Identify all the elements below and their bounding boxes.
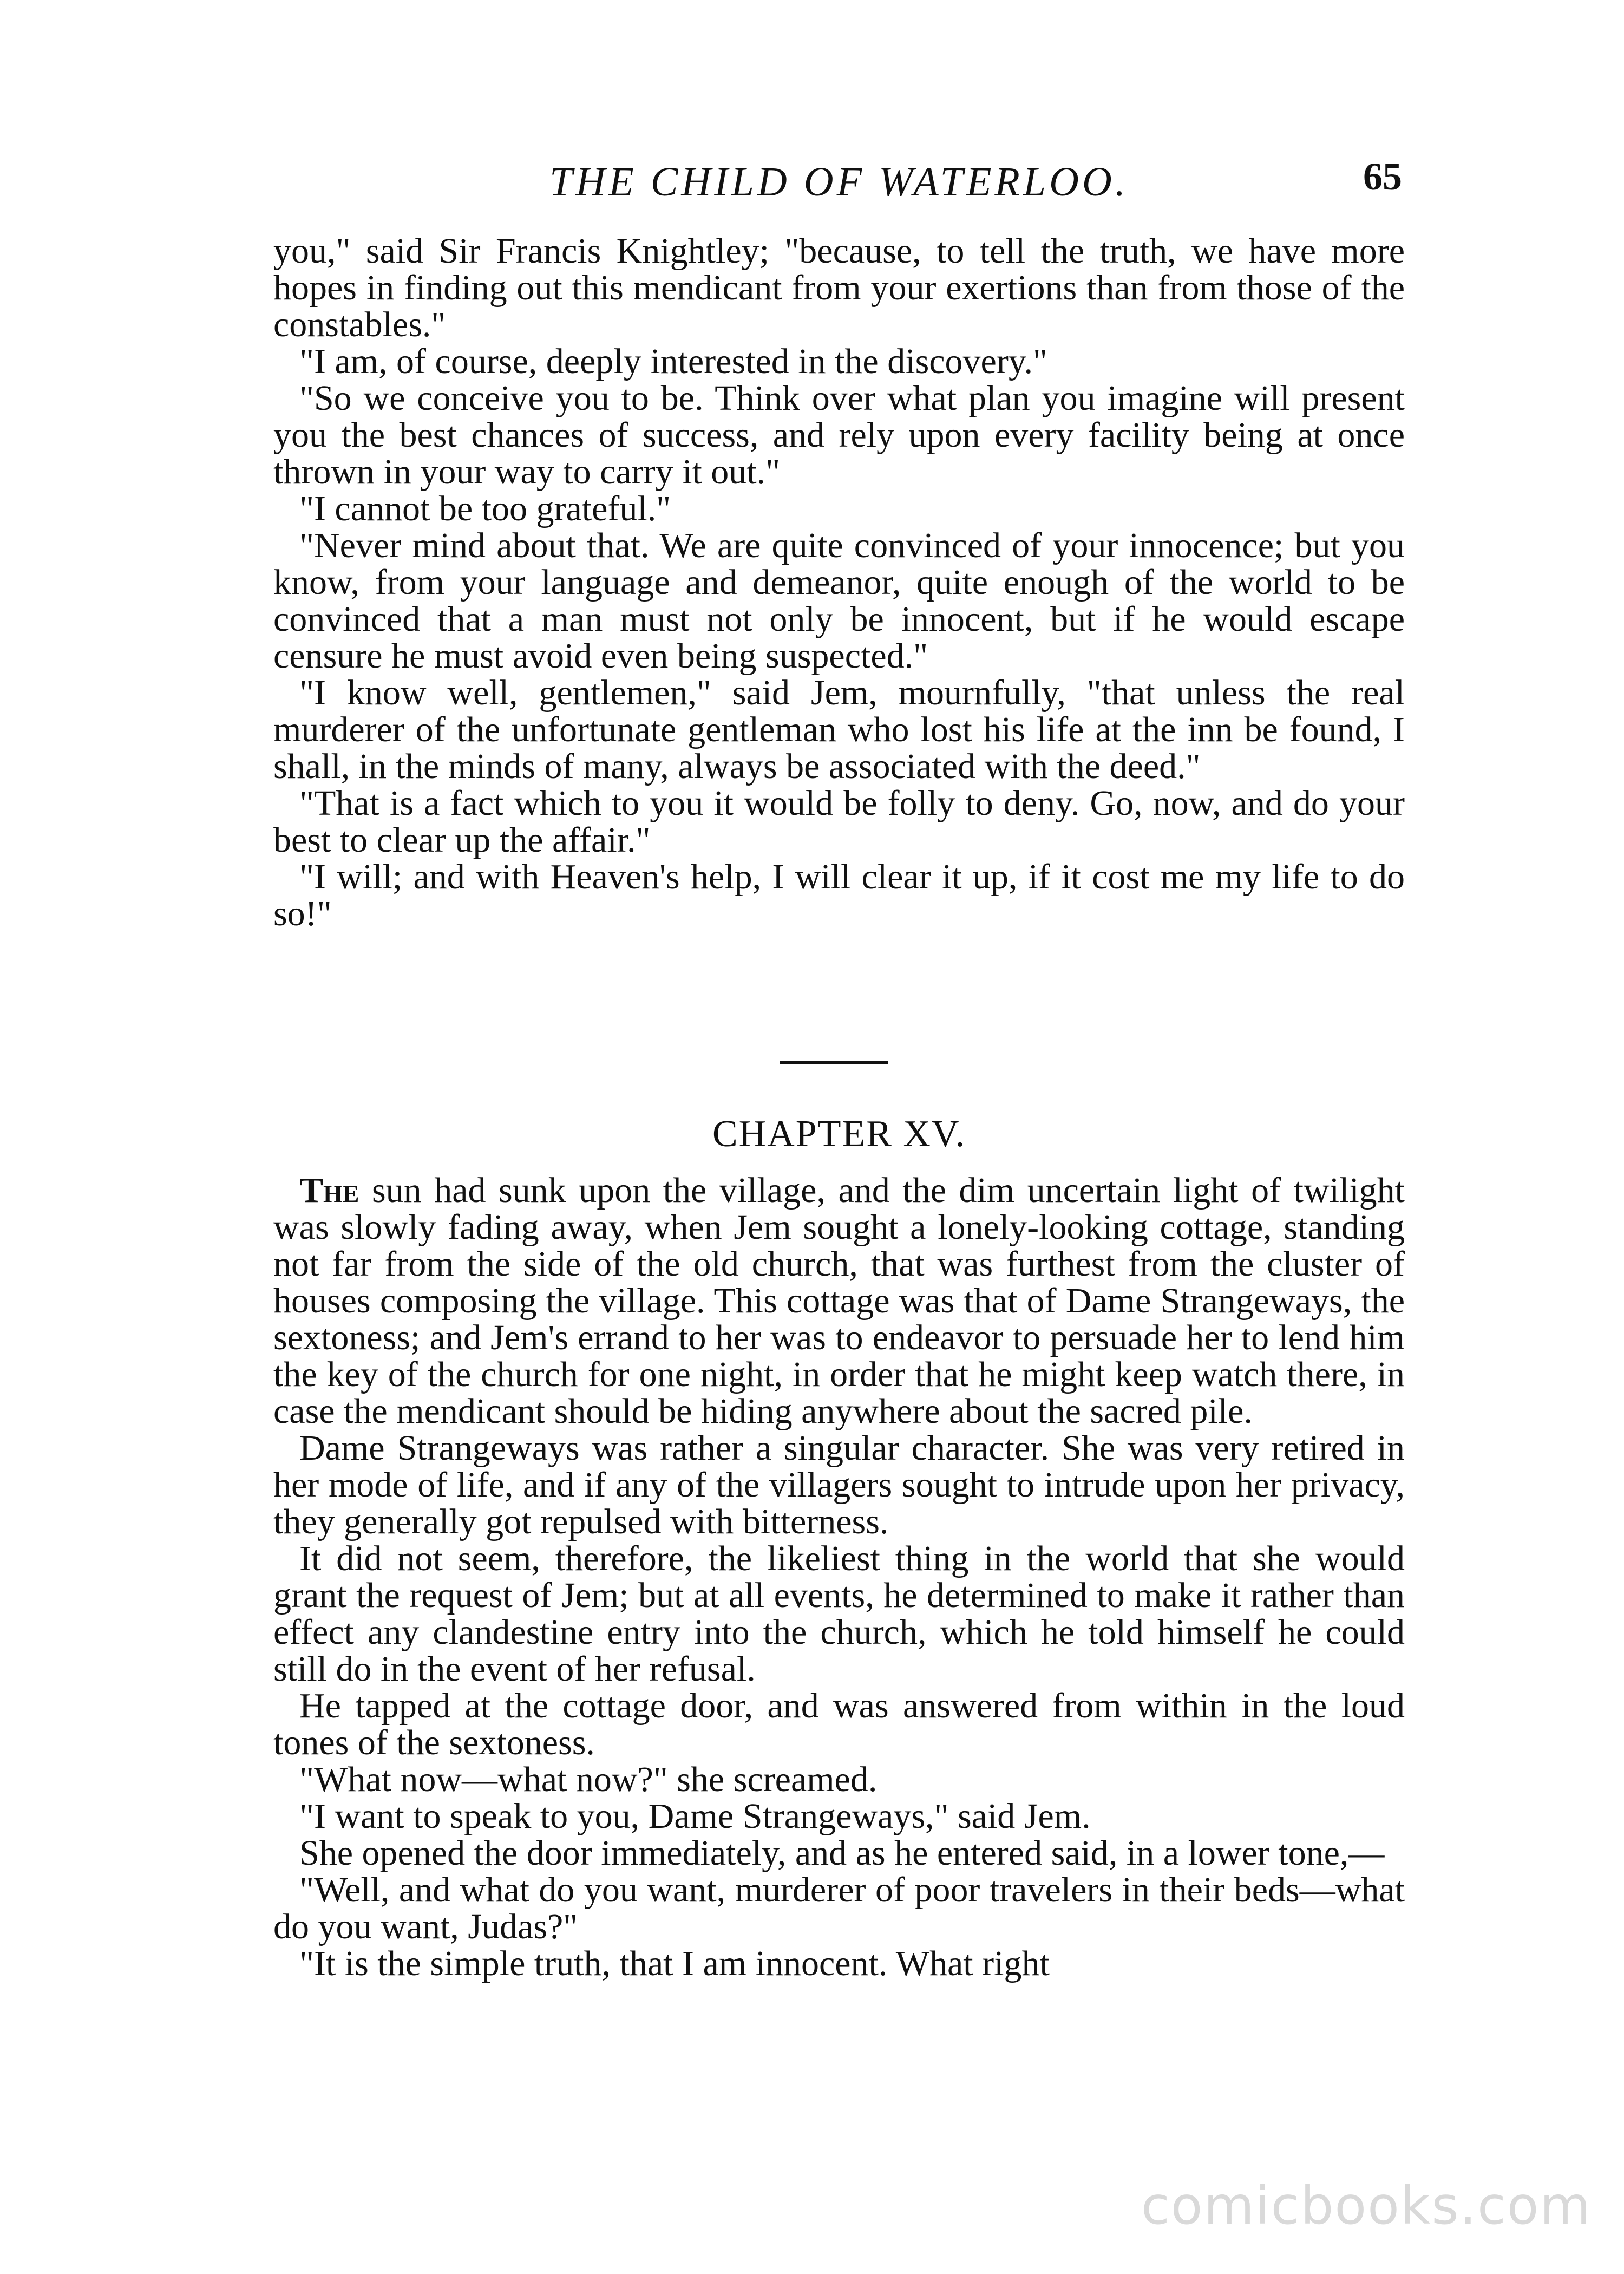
paragraph: "I cannot be too grateful." bbox=[299, 489, 671, 528]
paragraph: "Well, and what do you want, murderer of poor travelers in their beds—what do you want, Judas?" bbox=[273, 1870, 1405, 1946]
paragraph: "I know well, gentlemen," said Jem, mournfully, "that unless the real murderer of the unfortunate gentleman who lost his life at the inn be found, I shall, in the minds of many, always be associated with the deed." bbox=[273, 673, 1405, 786]
paragraph: "I want to speak to you, Dame Strangeways," said Jem. bbox=[299, 1796, 1091, 1836]
paragraph: "I will; and with Heaven's help, I will clear it up, if it cost me my life to do so!" bbox=[273, 857, 1405, 933]
paragraph: "I am, of course, deeply interested in the discovery." bbox=[299, 342, 1047, 381]
text-block-chapter bbox=[273, 1172, 1405, 1982]
paragraph: It did not seem, therefore, the likeliest thing in the world that she would grant the request of Jem; but at all events, he determined to make it rather than effect any clandestine entry into the church, which he told himself he could still do in the event of her refusal. bbox=[273, 1539, 1405, 1689]
paragraph: He tapped at the cottage door, and was answered from within in the loud tones of the sextoness. bbox=[273, 1686, 1405, 1762]
chapter-opening-text: sun had sunk upon the village, and the dim uncertain light of twilight was slowly fading away, when Jem sought a lonely-looking cottage, standing not far from the side of the old church, that was furthest from the cluster of houses composing the village. This cottage was that of Dame Strangeways, the sextoness; and Jem's errand to her was to endeavor to persuade her to lend him the key of the church for one night, in order that he might keep watch there, in case the mendicant should be hiding anywhere about the sacred pile. bbox=[273, 1171, 1405, 1431]
paragraph: "That is a fact which to you it would be folly to deny. Go, now, and do your best to clear up the affair." bbox=[273, 783, 1405, 860]
chapter-opening-paragraph bbox=[273, 1172, 1405, 1430]
paragraph: She opened the door immediately, and as he entered said, in a lower tone,— bbox=[299, 1833, 1385, 1873]
paragraph: "Never mind about that. We are quite convinced of your innocence; but you know, from your language and demeanor, quite enough of the world to be convinced that a man must not only be innocent, but if he would escape censure he must avoid even being suspected." bbox=[273, 526, 1405, 676]
paragraph: "So we conceive you to be. Think over what plan you imagine will present you the best chances of success, and rely upon every facility being at once thrown in your way to carry it out." bbox=[273, 378, 1405, 492]
paragraph: you," said Sir Francis Knightley; "because, to tell the truth, we have more hopes in finding out this mendicant from your exertions than from those of the constables." bbox=[273, 231, 1405, 344]
paragraph: "What now—what now?" she screamed. bbox=[299, 1760, 878, 1799]
watermark: comicbooks.com bbox=[1141, 2175, 1592, 2236]
paragraph: "It is the simple truth, that I am innocent. What right bbox=[299, 1944, 1050, 1983]
running-title: THE CHILD OF WATERLOO. bbox=[549, 159, 1129, 205]
page-header bbox=[276, 154, 1402, 214]
paragraph: Dame Strangeways was rather a singular character. She was very retired in her mode of life, and if any of the villagers sought to intrude upon her privacy, they generally got repulsed with bitterness. bbox=[273, 1428, 1405, 1541]
section-divider bbox=[780, 1061, 888, 1064]
text-block-before-chapter bbox=[273, 233, 1405, 932]
chapter-opening-word: The bbox=[299, 1171, 359, 1210]
page-number: 65 bbox=[1363, 155, 1402, 198]
chapter-heading: CHAPTER XV. bbox=[712, 1113, 966, 1155]
